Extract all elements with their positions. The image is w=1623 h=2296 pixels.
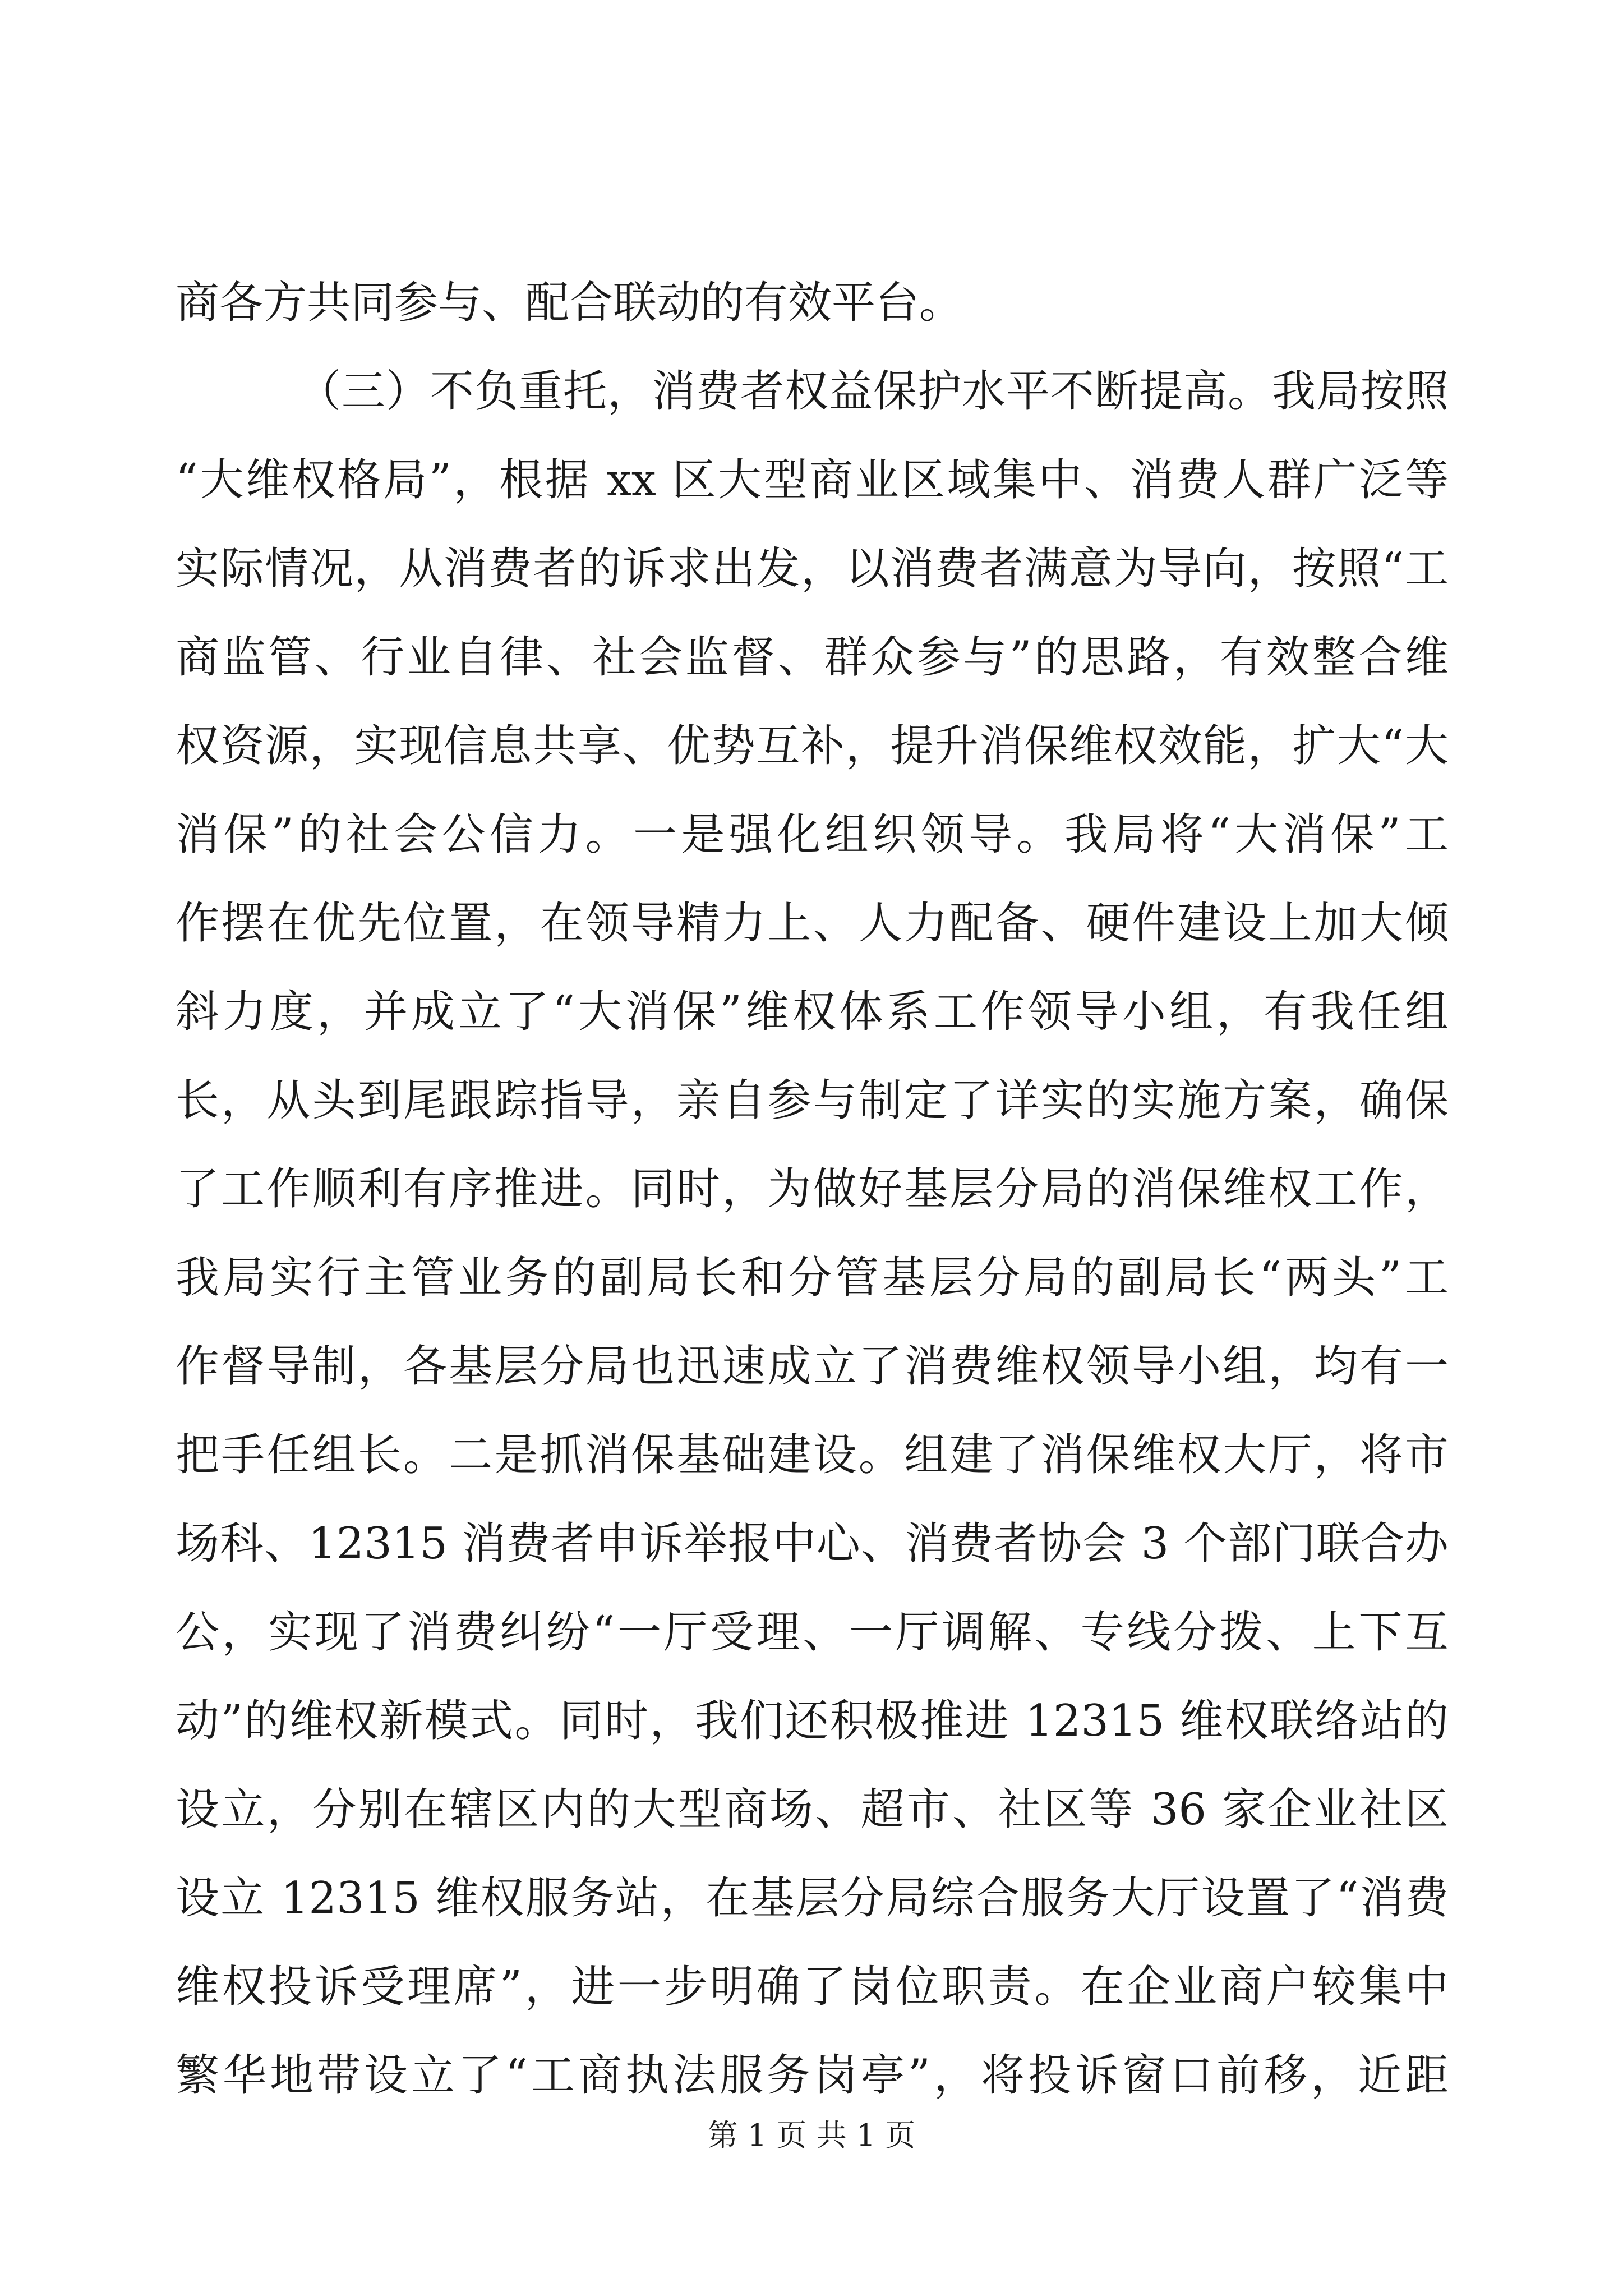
text-line: “大维权格局”，根据 xx 区大型商业区域集中、消费人群广泛等 — [176, 455, 1449, 505]
text-line: 斜力度，并成立了“大消保”维权体系工作领导小组，有我任组 — [176, 987, 1449, 1037]
text-line: 场科、12315 消费者申诉举报中心、消费者协会 3 个部门联合办 — [176, 1519, 1449, 1569]
text-line: （三）不负重托，消费者权益保护水平不断提高。我局按照 — [297, 366, 1449, 417]
text-line: 把手任组长。二是抓消保基础建设。组建了消保维权大厅，将市 — [176, 1430, 1449, 1480]
text-line: 我局实行主管业务的副局长和分管基层分局的副局长“两头”工 — [176, 1253, 1449, 1303]
text-line: 了工作顺利有序推进。同时，为做好基层分局的消保维权工作， — [176, 1164, 1449, 1214]
text-line: 长，从头到尾跟踪指导，亲自参与制定了详实的实施方案，确保 — [176, 1075, 1449, 1126]
text-line: 繁华地带设立了“工商执法服务岗亭”，将投诉窗口前移，近距 — [176, 2050, 1449, 2101]
text-line: 设立，分别在辖区内的大型商场、超市、社区等 36 家企业社区 — [176, 1784, 1449, 1835]
text-line: 作摆在优先位置，在领导精力上、人力配备、硬件建设上加大倾 — [176, 898, 1449, 949]
text-line: 公，实现了消费纠纷“一厅受理、一厅调解、专线分拨、上下互 — [176, 1607, 1449, 1658]
text-line: 商各方共同参与、配合联动的有效平台。 — [176, 278, 963, 328]
text-line: 设立 12315 维权服务站，在基层分局综合服务大厅设置了“消费 — [176, 1873, 1449, 1924]
text-line: 实际情况，从消费者的诉求出发，以消费者满意为导向，按照“工 — [176, 544, 1449, 594]
text-line: 消保”的社会公信力。一是强化组织领导。我局将“大消保”工 — [176, 809, 1449, 860]
page-number-footer: 第 1 页 共 1 页 — [707, 2118, 916, 2153]
text-line: 商监管、行业自律、社会监督、群众参与”的思路，有效整合维 — [176, 632, 1449, 683]
text-line: 权资源，实现信息共享、优势互补，提升消保维权效能，扩大“大 — [176, 721, 1449, 771]
text-line: 维权投诉受理席”，进一步明确了岗位职责。在企业商户较集中 — [176, 1962, 1449, 2012]
text-line: 动”的维权新模式。同时，我们还积极推进 12315 维权联络站的 — [176, 1696, 1449, 1746]
text-line: 作督导制，各基层分局也迅速成立了消费维权领导小组，均有一 — [176, 1341, 1449, 1392]
